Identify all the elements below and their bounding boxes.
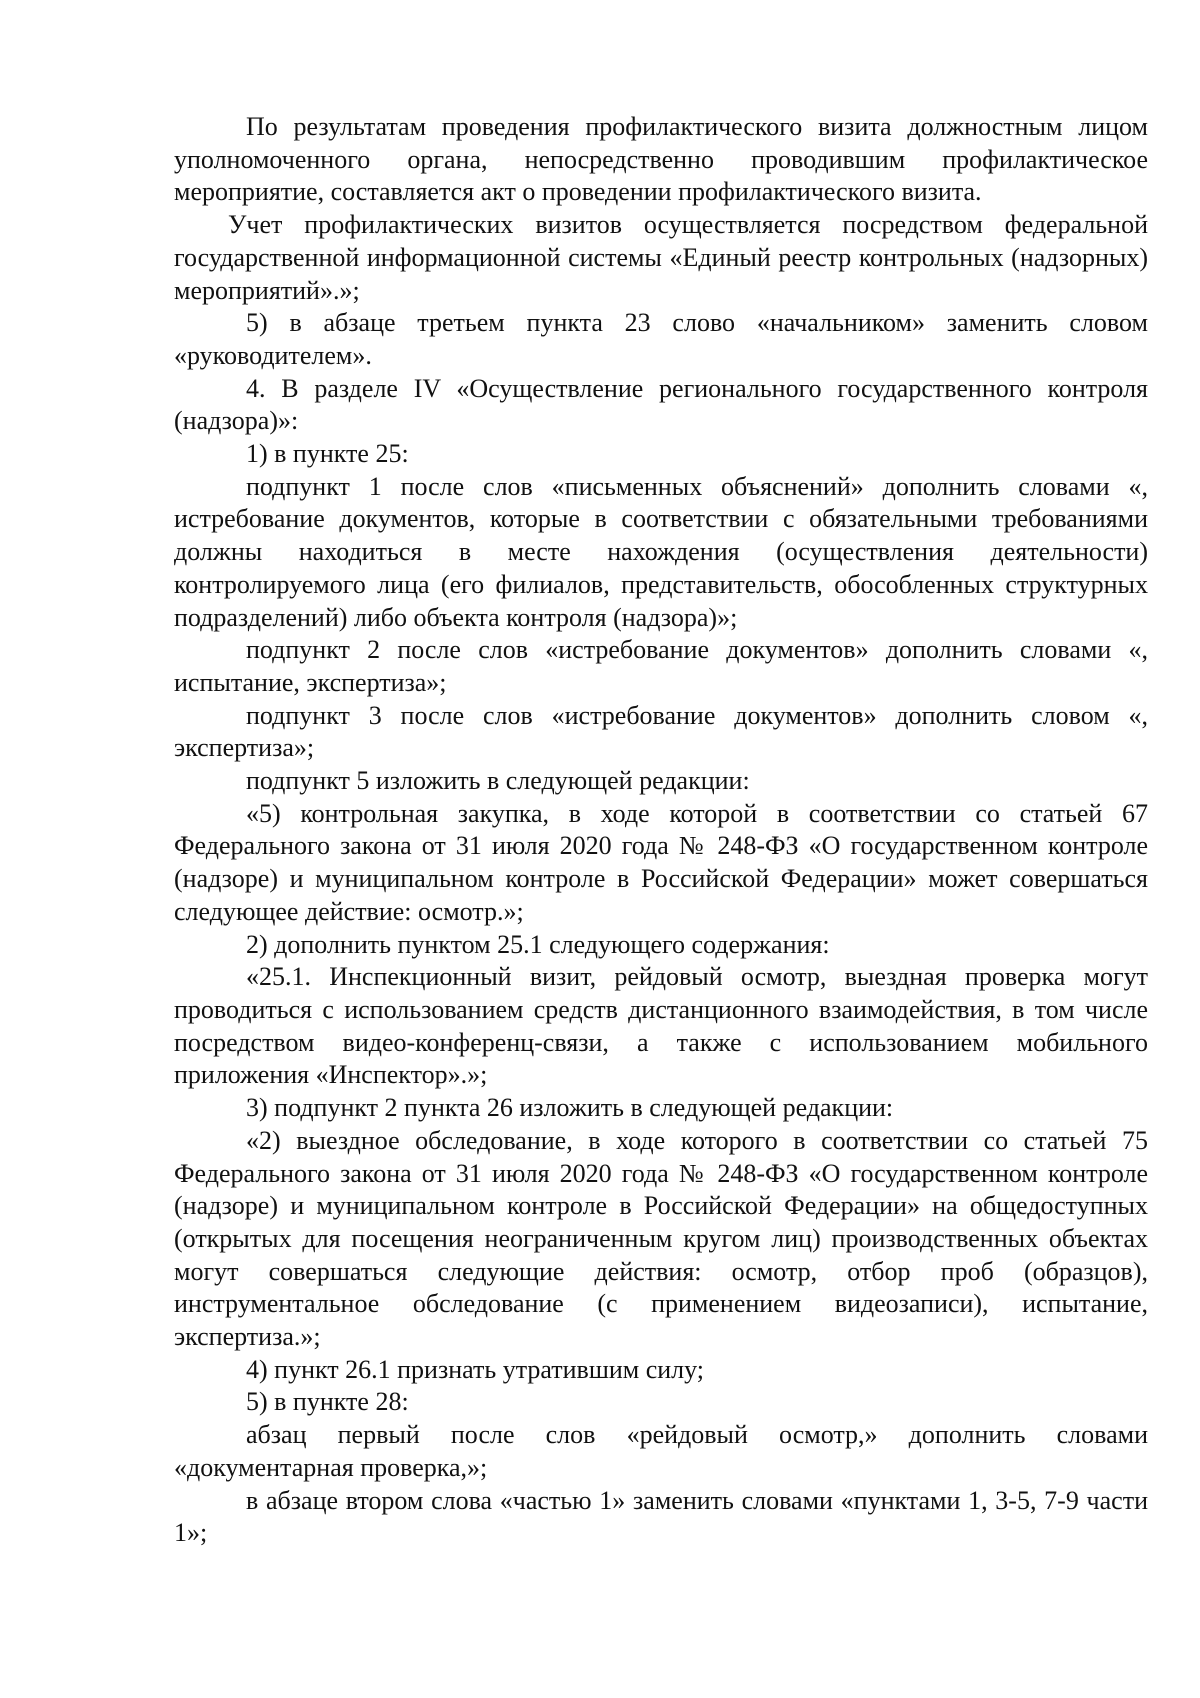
paragraph-item-25: 1) в пункте 25: bbox=[246, 439, 409, 469]
paragraph-item-26-1: 4) пункт 26.1 признать утратившим силу; bbox=[246, 1354, 705, 1384]
paragraph-item-28: 5) в пункте 28: bbox=[246, 1387, 409, 1417]
paragraph-subitem-5-text: «5) контрольная закупка, в ходе которой в соответствии со статьей 67 Федерального закона от 31 июля 2020 года № 248-ФЗ «О государственном контроле (надзоре) и муниципальном контроле в Российской Федерации» может совершаться следующее действие: осмотр.»; bbox=[174, 798, 1148, 926]
paragraph-item-25-1-intro: 2) дополнить пунктом 25.1 следующего содержания: bbox=[246, 929, 830, 959]
paragraph-item-26-intro: 3) подпункт 2 пункта 26 изложить в следующей редакции: bbox=[246, 1093, 894, 1123]
paragraph-item-26-text: «2) выездное обследование, в ходе которого в соответствии со статьей 75 Федерального закона от 31 июля 2020 года № 248-ФЗ «О государственном контроле (надзоре) и муниципальном контроле в Российской Федерации» на общедоступных (открытых для посещения неограниченным кругом лиц) производственных объектах могут совершаться следующие действия: осмотр, отбор проб (образцов), инструментальное обследование (с применением видеозаписи), испытание, экспертиза.»; bbox=[174, 1125, 1148, 1352]
paragraph-item-25-1-text: «25.1. Инспекционный визит, рейдовый осмотр, выездная проверка могут проводиться с использованием средств дистанционного взаимодействия, в том числе посредством видео-конференц-связи, а также с использованием мобильного приложения «Инспектор».»; bbox=[174, 962, 1148, 1090]
paragraph-subitem-3: подпункт 3 после слов «истребование документов» дополнить словом «, экспертиза»; bbox=[174, 700, 1148, 763]
paragraph-item-28-abzac-1: абзац первый после слов «рейдовый осмотр,» дополнить словами «документарная проверка,»; bbox=[174, 1420, 1148, 1482]
paragraph-visit-act: По результатам проведения профилактического визита должностным лицом уполномоченного органа, непосредственно проводившим профилактическое мероприятие, составляется акт о проведении профилактического визита. bbox=[174, 112, 1148, 207]
paragraph-visit-registry: Учет профилактических визитов осуществляется посредством федеральной государственной информационной системы «Единый реестр контрольных (надзорных) мероприятий».»; bbox=[174, 210, 1148, 305]
paragraph-item-5-rukovoditel: 5) в абзаце третьем пункта 23 слово «начальником» заменить словом «руководителем». bbox=[174, 308, 1148, 370]
paragraph-item-28-abzac-2: в абзаце втором слова «частью 1» заменить словами «пунктами 1, 3-5, 7-9 части 1»; bbox=[174, 1485, 1148, 1548]
paragraph-subitem-5-intro: подпункт 5 изложить в следующей редакции: bbox=[246, 766, 750, 796]
paragraph-subitem-2: подпункт 2 после слов «истребование документов» дополнить словами «, испытание, экспертиза»; bbox=[174, 635, 1148, 697]
paragraph-subitem-1: подпункт 1 после слов «письменных объяснений» дополнить словами «, истребование документов, которые в соответствии с обязательными требованиями должны находиться в месте нахождения (осуществления деятельности) контролируемого лица (его филиалов, представительств, обособленных структурных подразделений) либо объекта контроля (надзора)»; bbox=[174, 471, 1148, 632]
paragraph-section-iv: 4. В разделе IV «Осуществление регионального государственного контроля (надзора)»: bbox=[174, 373, 1148, 436]
